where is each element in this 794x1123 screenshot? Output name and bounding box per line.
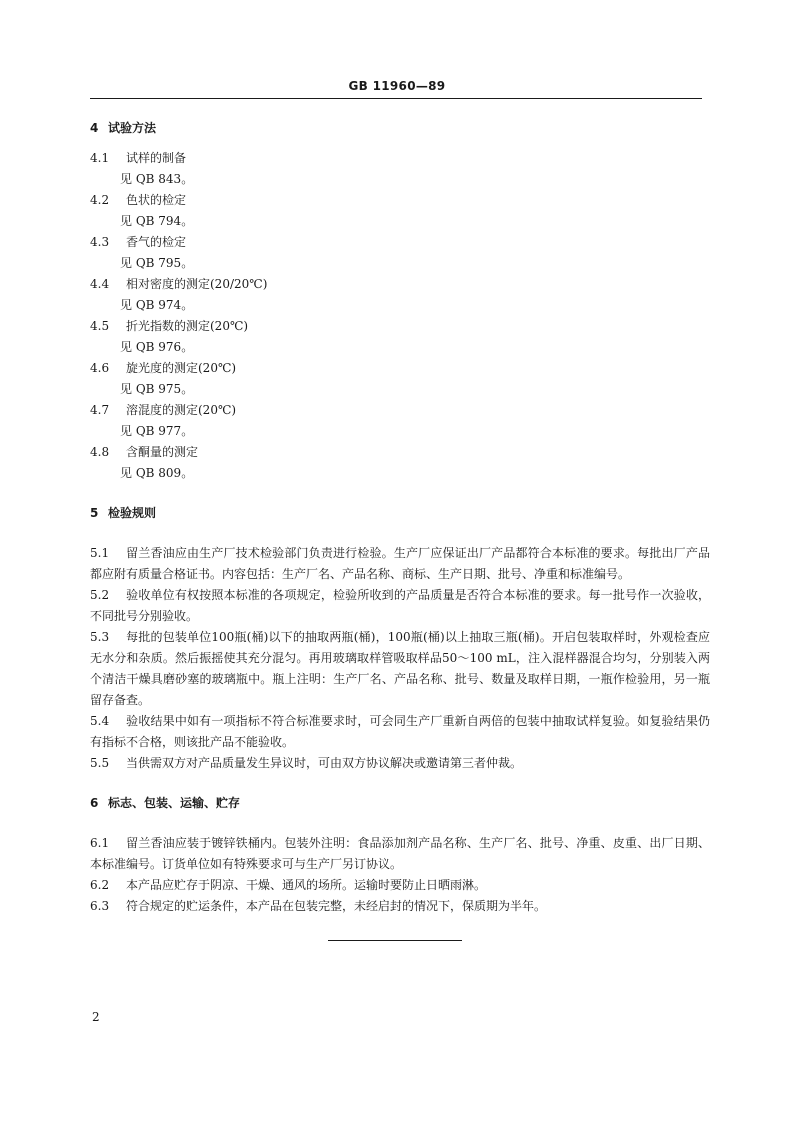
clause-4-1 xyxy=(90,148,710,169)
clause-number: 5.3 xyxy=(90,630,110,644)
clause-4-4-ref: 见 QB 974。 xyxy=(120,298,194,312)
clause-number: 4.7 xyxy=(90,403,110,417)
clause-text: 留兰香油应由生产厂技术检验部门负责进行检验。生产厂应保证出厂产品都符合本标准的要求。每批出厂产品都应附有质量合格证书。内容包括：生产厂名、产品名称、商标、生产日期、批号、净重和标准编号。 xyxy=(90,546,710,581)
clause-number: 6.3 xyxy=(90,899,110,913)
clause-title: 香气的检定 xyxy=(126,235,187,249)
section-title: 标志、包装、运输、贮存 xyxy=(108,796,241,810)
clause-4-7-ref: 见 QB 977。 xyxy=(120,424,194,438)
section-title: 试验方法 xyxy=(108,121,157,135)
clause-text: 当供需双方对产品质量发生异议时，可由双方协议解决或邀请第三者仲裁。 xyxy=(126,756,523,770)
clause-4-3 xyxy=(90,232,710,253)
clause-number: 5.2 xyxy=(90,588,110,602)
clause-4-2 xyxy=(90,190,710,211)
clause-number: 5.5 xyxy=(90,756,110,770)
clause-4-2-ref: 见 QB 794。 xyxy=(120,214,194,228)
clause-4-4 xyxy=(90,274,710,295)
clause-title: 色状的检定 xyxy=(126,193,187,207)
clause-number: 4.4 xyxy=(90,277,110,291)
clause-number: 5.4 xyxy=(90,714,110,728)
clause-title: 折光指数的测定(20℃) xyxy=(126,319,249,333)
clause-6-3 xyxy=(90,896,710,917)
clause-6-2 xyxy=(90,875,710,896)
clause-number: 4.5 xyxy=(90,319,110,333)
header-rule xyxy=(90,98,702,99)
clause-number: 5.1 xyxy=(90,546,110,560)
clause-number: 4.3 xyxy=(90,235,110,249)
clause-5-1 xyxy=(90,543,710,585)
clause-number: 4.8 xyxy=(90,445,110,459)
section-number: 6 xyxy=(90,796,99,810)
section-4-heading xyxy=(90,118,710,139)
clause-4-3-ref: 见 QB 795。 xyxy=(120,256,194,270)
page-number: 2 xyxy=(92,1010,100,1024)
clause-text: 符合规定的贮运条件，本产品在包装完整，未经启封的情况下，保质期为半年。 xyxy=(126,899,547,913)
clause-5-3 xyxy=(90,627,710,711)
clause-number: 6.2 xyxy=(90,878,110,892)
section-5-paragraphs xyxy=(90,543,710,774)
clause-4-5-ref: 见 QB 976。 xyxy=(120,340,194,354)
clause-title: 溶混度的测定(20℃) xyxy=(126,403,237,417)
clause-4-5 xyxy=(90,316,710,337)
clause-5-5 xyxy=(90,753,710,774)
section-4-items xyxy=(90,148,710,484)
clause-text: 验收结果中如有一项指标不符合标准要求时，可会同生产厂重新自两倍的包装中抽取试样复验。如复验结果仍有指标不合格，则该批产品不能验收。 xyxy=(90,714,710,749)
document-body xyxy=(90,118,710,917)
clause-5-4 xyxy=(90,711,710,753)
section-6-paragraphs xyxy=(90,833,710,917)
clause-6-1 xyxy=(90,833,710,875)
section-title: 检验规则 xyxy=(108,506,157,520)
clause-4-1-ref: 见 QB 843。 xyxy=(120,172,194,186)
clause-title: 相对密度的测定(20/20℃) xyxy=(126,277,268,291)
end-of-document-rule xyxy=(328,940,462,941)
clause-4-7 xyxy=(90,400,710,421)
clause-number: 6.1 xyxy=(90,836,110,850)
clause-text: 本产品应贮存于阴凉、干燥、通风的场所。运输时要防止日晒雨淋。 xyxy=(126,878,487,892)
clause-number: 4.6 xyxy=(90,361,110,375)
clause-text: 验收单位有权按照本标准的各项规定，检验所收到的产品质量是否符合本标准的要求。每一批号作一次验收，不同批号分别验收。 xyxy=(90,588,710,623)
clause-text: 每批的包装单位100瓶(桶)以下的抽取两瓶(桶)，100瓶(桶)以上抽取三瓶(桶)。开启包装取样时，外观检查应无水分和杂质。然后振摇使其充分混匀。再用玻璃取样管吸取样品50～100 mL，注入混样器混合均匀，分别装入两个清洁干燥具磨砂塞的玻璃瓶中。瓶上注明：生产厂名、产品名称、批号、数量及取样日期，一瓶作检验用，另一瓶留存备查。 xyxy=(90,630,710,707)
clause-title: 旋光度的测定(20℃) xyxy=(126,361,237,375)
clause-4-8 xyxy=(90,442,710,463)
section-5-heading xyxy=(90,503,710,524)
standard-code-header: GB 11960—89 xyxy=(348,79,446,93)
clause-4-8-ref: 见 QB 809。 xyxy=(120,466,194,480)
clause-4-6 xyxy=(90,358,710,379)
section-6-heading xyxy=(90,793,710,814)
clause-text: 留兰香油应装于镀锌铁桶内。包装外注明：食品添加剂产品名称、生产厂名、批号、净重、皮重、出厂日期、本标准编号。订货单位如有特殊要求可与生产厂另订协议。 xyxy=(90,836,710,871)
clause-4-6-ref: 见 QB 975。 xyxy=(120,382,194,396)
clause-5-2 xyxy=(90,585,710,627)
clause-title: 试样的制备 xyxy=(126,151,187,165)
clause-number: 4.2 xyxy=(90,193,110,207)
section-number: 4 xyxy=(90,121,99,135)
clause-number: 4.1 xyxy=(90,151,110,165)
section-number: 5 xyxy=(90,506,99,520)
clause-title: 含酮量的测定 xyxy=(126,445,199,459)
